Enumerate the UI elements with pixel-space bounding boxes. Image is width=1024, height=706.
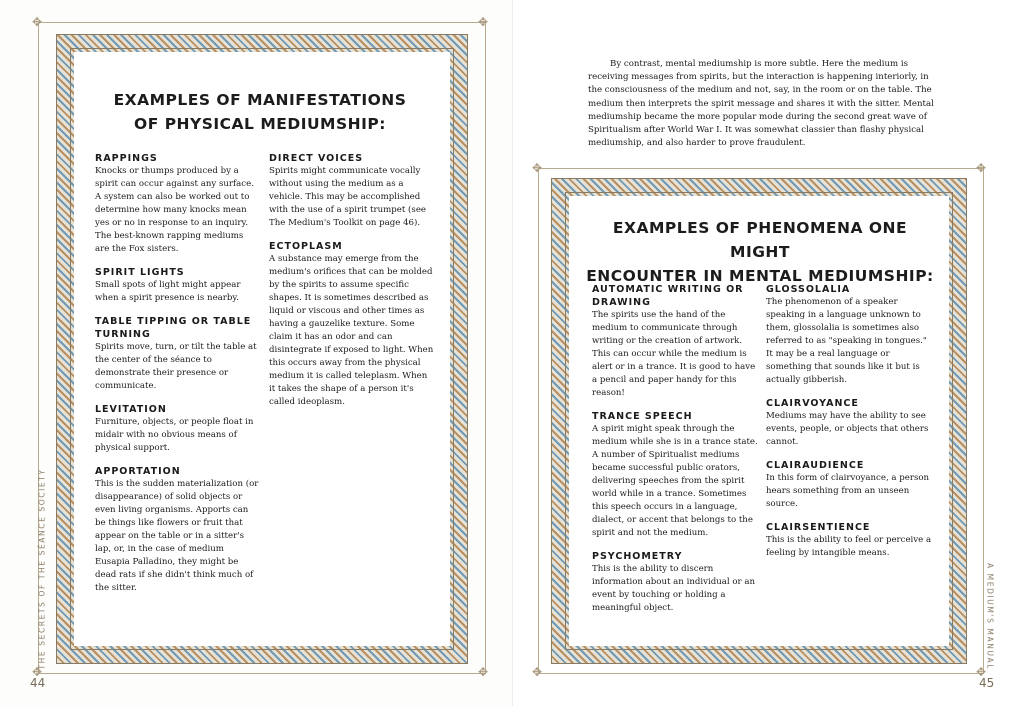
entry-heading: APPORTATION <box>95 466 181 477</box>
ornament-icon: ✥ <box>32 665 43 679</box>
entry-text: The spirits use the hand of the medium to communicate through writing or the creation of artwork. This can occur while the medium is alert or in a trance. It is good to have a pencil and paper handy for this reason! <box>592 310 756 398</box>
intro-paragraph: By contrast, mental mediumship is more subtle. Here the medium is receiving messages from spirits, but the interaction is happening interiorly, in the consciousness of the medium and not, say, in the room or on the table. The medium then interprets the spirit message and shares it with the sitter. Mental mediumship became the more popular mode during the second great wave of Spiritualism after World War I. It was somewhat classier than flashy physical mediumship, and also harder to prove fraudulent. <box>588 59 934 149</box>
entry <box>766 397 936 449</box>
entry-text: This is the sudden materialization (or disappearance) of solid objects or even living organisms. Apports can be things like flowers or fruit that appear on the table or in a sitter's lap, or, in the case of medium Eusapia Palladino, they might be dead rats if she didn't think much of the sitter. <box>95 479 259 593</box>
entry-heading: TABLE TIPPING OR TABLE TURNING <box>95 316 252 340</box>
entry-heading: LEVITATION <box>95 404 167 415</box>
entry-heading: RAPPINGS <box>95 153 158 164</box>
left-column-1 <box>95 152 260 605</box>
ornament-icon: ✥ <box>478 665 489 679</box>
entry-heading: DIRECT VOICES <box>269 153 364 164</box>
left-running-head: THE SECRETS OF THE SÉANCE SOCIETY <box>37 468 47 670</box>
entry-heading: CLAIRVOYANCE <box>766 398 859 409</box>
entry <box>592 410 758 540</box>
entry-heading: AUTOMATIC WRITING OR DRAWING <box>592 284 744 308</box>
title-line: ENCOUNTER IN MENTAL MEDIUMSHIP: <box>586 267 934 285</box>
entry-heading: CLAIRAUDIENCE <box>766 460 865 471</box>
entry <box>592 283 758 400</box>
entry <box>95 152 260 256</box>
right-box-title <box>585 216 935 288</box>
right-column-2 <box>766 283 936 570</box>
entry <box>269 152 435 230</box>
entry-heading: PSYCHOMETRY <box>592 551 683 562</box>
ornament-icon: ✥ <box>532 665 543 679</box>
ornament-icon: ✥ <box>478 15 489 29</box>
left-box-title <box>90 88 430 136</box>
entry <box>766 459 936 511</box>
title-line: OF PHYSICAL MEDIUMSHIP: <box>134 115 386 133</box>
entry-text: Spirits move, turn, or tilt the table at the center of the séance to demonstrate their presence or communicate. <box>95 342 257 391</box>
entry-text: Knocks or thumps produced by a spirit can occur against any surface. A system can also be worked out to determine how many knocks mean yes or no in response to an inquiry. The best-known rapping mediums are the Fox sisters. <box>95 166 254 254</box>
entry-text: Mediums may have the ability to see events, people, or objects that others cannot. <box>766 411 929 447</box>
ornament-icon: ✥ <box>532 161 543 175</box>
ornament-icon: ✥ <box>976 665 987 679</box>
page-number-right: 45 <box>979 676 995 690</box>
entry-heading: CLAIRSENTIENCE <box>766 522 871 533</box>
entry-heading: GLOSSOLALIA <box>766 284 851 295</box>
title-line: EXAMPLES OF PHENOMENA ONE MIGHT <box>612 219 908 261</box>
entry-text: In this form of clairvoyance, a person hears something from an unseen source. <box>766 473 930 509</box>
entry <box>95 266 260 305</box>
entry-text: Small spots of light might appear when a spirit presence is nearby. <box>95 280 241 303</box>
entry <box>95 315 260 393</box>
ornament-icon: ✥ <box>976 161 987 175</box>
entry <box>95 465 260 595</box>
entry-text: This is the ability to feel or perceive a feeling by intangible means. <box>766 535 932 558</box>
page-number-left: 44 <box>30 676 46 690</box>
left-column-2 <box>269 152 435 419</box>
entry-text: Furniture, objects, or people float in midair with no obvious means of physical support. <box>95 417 254 453</box>
entry-text: Spirits might communicate vocally without using the medium as a vehicle. This may be accomplished with the use of a spirit trumpet (see The Medium's Toolkit on page 46). <box>269 166 426 228</box>
entry-heading: ECTOPLASM <box>269 241 343 252</box>
entry-text: A spirit might speak through the medium while she is in a trance state. A number of Spiritualist mediums became successful public orators, delivering speeches from the spirit world while in a trance. Sometimes this speech occurs in a language, dialect, or accent that belongs to the spirit and not the medium. <box>592 424 758 538</box>
entry-text: A substance may emerge from the medium's orifices that can be molded by the spirits to assume specific shapes. It is sometimes described as liquid or viscous and other times as having a gauzelike texture. Some claim it has an odor and can disintegrate if exposed to light. When this occurs away from the physical medium it is called teleplasm. When it takes the shape of a person it's called ideoplasm. <box>269 254 434 407</box>
entry <box>592 550 758 615</box>
title-line: EXAMPLES OF MANIFESTATIONS <box>113 91 407 109</box>
entry-heading: SPIRIT LIGHTS <box>95 267 185 278</box>
entry-text: The phenomenon of a speaker speaking in a language unknown to them, glossolalia is sometimes also referred to as "speaking in tongues." It may be a real language or something that sounds like it but is actually gibberish. <box>766 297 927 385</box>
entry <box>766 283 936 387</box>
entry-heading: TRANCE SPEECH <box>592 411 693 422</box>
entry-text: This is the ability to discern information about an individual or an event by touching or holding a meaningful object. <box>592 564 756 613</box>
ornament-icon: ✥ <box>32 15 43 29</box>
right-column-1 <box>592 283 758 625</box>
right-running-head: A MEDIUM'S MANUAL <box>985 562 995 671</box>
entry <box>95 403 260 455</box>
entry <box>269 240 435 409</box>
entry <box>766 521 936 560</box>
